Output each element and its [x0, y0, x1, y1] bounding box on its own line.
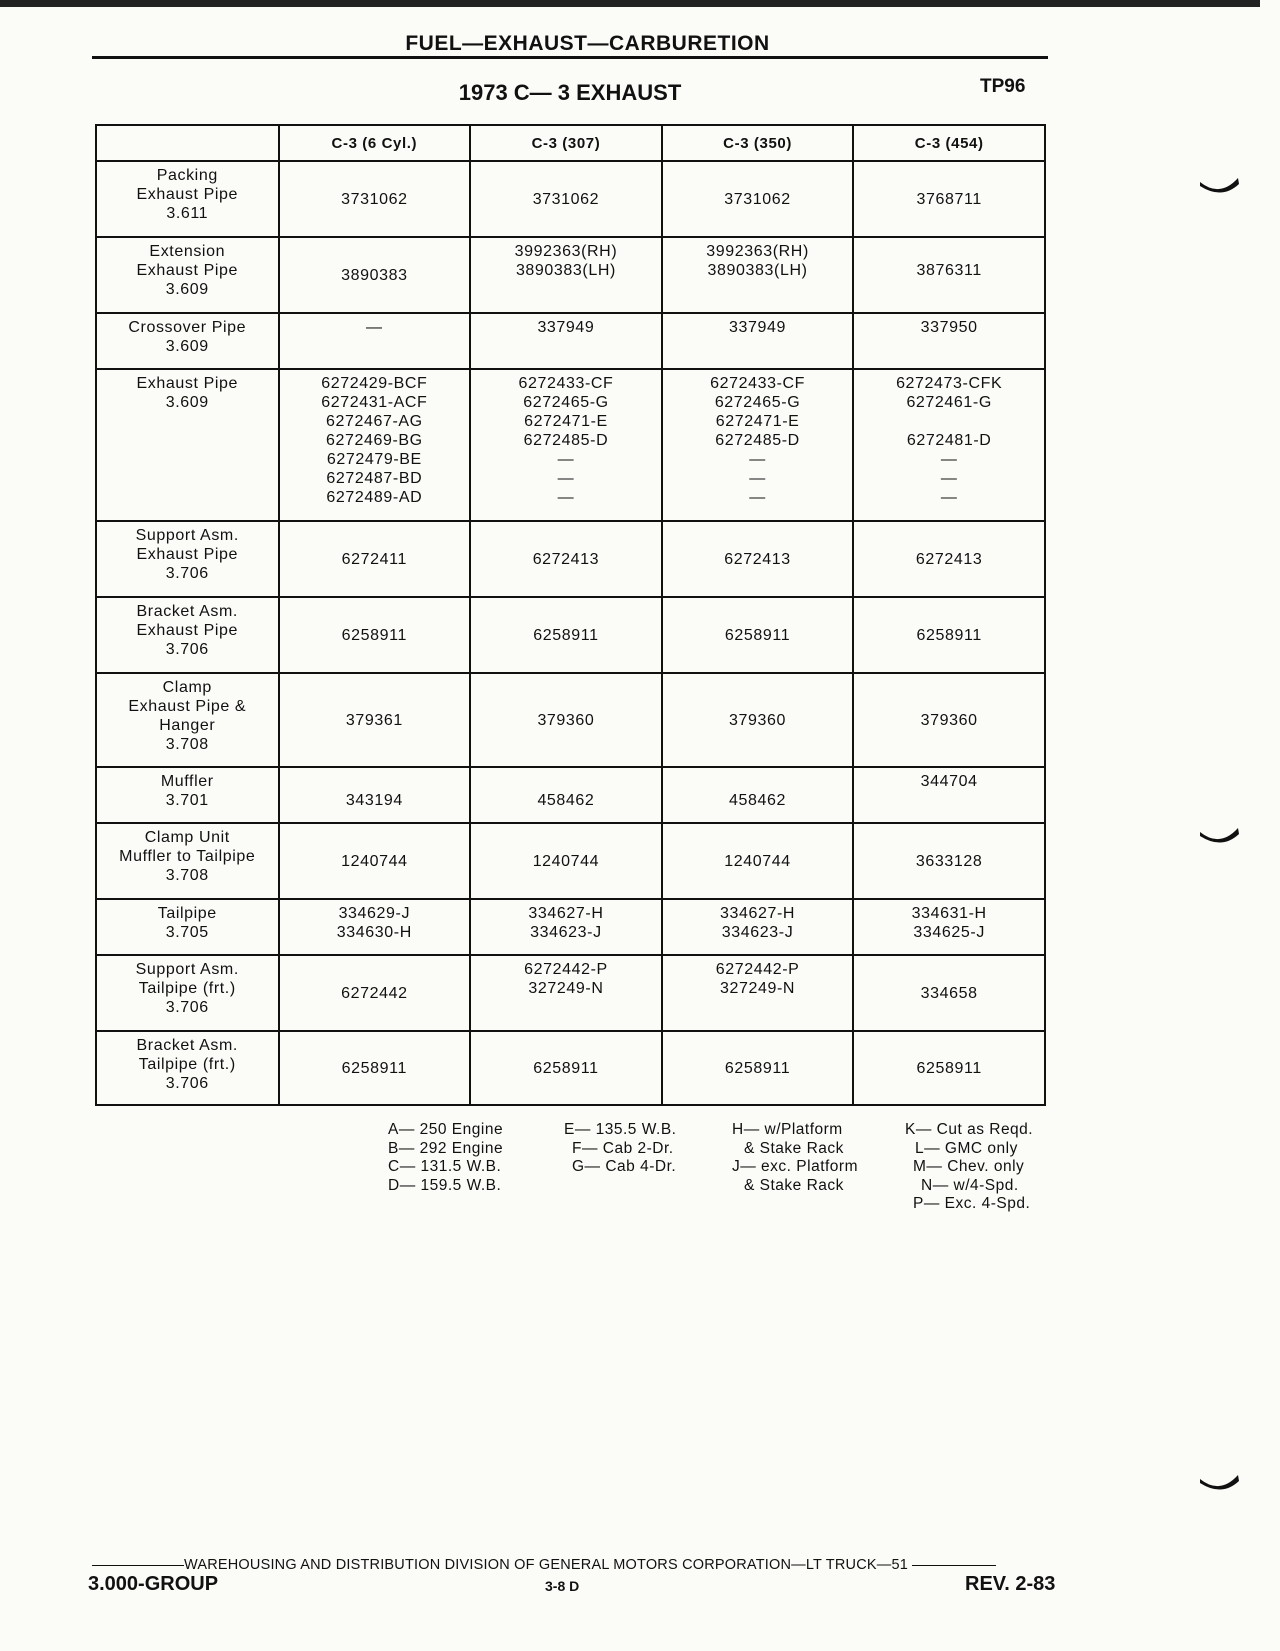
- part-number-cell: 3876311: [853, 237, 1045, 313]
- part-number-cell: 3768711: [853, 161, 1045, 237]
- table-row: [96, 1031, 1045, 1105]
- row-label: Support Asm. Tailpipe (frt.) 3.706: [96, 955, 279, 1031]
- binder-hole-mark: [1198, 176, 1240, 198]
- top-rule: [0, 0, 1260, 7]
- part-number-cell: 379361: [279, 673, 471, 767]
- row-label: Bracket Asm. Tailpipe (frt.) 3.706: [96, 1031, 279, 1105]
- part-number-cell: 6272442: [279, 955, 471, 1031]
- row-label: Clamp Unit Muffler to Tailpipe 3.708: [96, 823, 279, 899]
- table-row: [96, 313, 1045, 369]
- footer-revision: REV. 2-83: [965, 1573, 1056, 1595]
- part-number-cell: 1240744: [470, 823, 662, 899]
- row-label: Crossover Pipe 3.609: [96, 313, 279, 369]
- part-number-cell: 6272442-P 327249-N: [470, 955, 662, 1031]
- row-label: Packing Exhaust Pipe 3.611: [96, 161, 279, 237]
- column-header: [96, 125, 279, 161]
- page-title: 1973 C— 3 EXHAUST: [458, 80, 682, 105]
- part-number-cell: 337950: [853, 313, 1045, 369]
- footer-dash-right: [912, 1565, 996, 1566]
- row-label: Exhaust Pipe 3.609: [96, 369, 279, 521]
- part-number-cell: 6272413: [662, 521, 854, 597]
- table-header-row: [96, 125, 1045, 161]
- legend-item: P— Exc. 4-Spd.: [913, 1195, 1031, 1212]
- legend-item: E— 135.5 W.B.: [564, 1121, 677, 1138]
- part-number-cell: 334629-J 334630-H: [279, 899, 471, 955]
- table-row: [96, 823, 1045, 899]
- part-number-cell: —: [279, 313, 471, 369]
- legend-item: J— exc. Platform: [732, 1158, 858, 1175]
- part-number-cell: 334658: [853, 955, 1045, 1031]
- part-number-cell: 6258911: [853, 1031, 1045, 1105]
- part-number-cell: 458462: [662, 767, 854, 823]
- part-number-cell: 1240744: [279, 823, 471, 899]
- part-number-cell: 3633128: [853, 823, 1045, 899]
- footer-group: 3.000-GROUP: [88, 1573, 219, 1595]
- table-row: [96, 899, 1045, 955]
- row-label: Tailpipe 3.705: [96, 899, 279, 955]
- binder-hole-mark: [1198, 1473, 1240, 1495]
- part-number-cell: 344704: [853, 767, 1045, 823]
- part-number-cell: 6258911: [853, 597, 1045, 673]
- part-number-cell: 334627-H 334623-J: [662, 899, 854, 955]
- row-label: Support Asm. Exhaust Pipe 3.706: [96, 521, 279, 597]
- part-number-cell: 458462: [470, 767, 662, 823]
- legend-item: M— Chev. only: [913, 1158, 1025, 1175]
- part-number-cell: 6272442-P 327249-N: [662, 955, 854, 1031]
- legend-item: A— 250 Engine: [388, 1121, 504, 1138]
- row-label: Bracket Asm. Exhaust Pipe 3.706: [96, 597, 279, 673]
- legend-item: & Stake Rack: [744, 1139, 844, 1157]
- table-row: [96, 161, 1045, 237]
- footer-division: WAREHOUSING AND DISTRIBUTION DIVISION OF GENERAL MOTORS CORPORATION—LT TRUCK—51: [184, 1557, 908, 1573]
- part-number-cell: 6258911: [470, 597, 662, 673]
- part-number-cell: 334631-H 334625-J: [853, 899, 1045, 955]
- legend-column-1: [388, 1121, 503, 1195]
- footer-page-number: 3-8 D: [545, 1578, 580, 1594]
- part-number-cell: 379360: [662, 673, 854, 767]
- part-number-cell: 6272473-CFK 6272461-G 6272481-D — — —: [853, 369, 1045, 521]
- binder-hole-mark: [1198, 826, 1240, 848]
- part-number-cell: 343194: [279, 767, 471, 823]
- part-number-cell: 6258911: [279, 1031, 471, 1105]
- part-number-cell: 6272433-CF 6272465-G 6272471-E 6272485-D — — —: [662, 369, 854, 521]
- part-number-cell: 337949: [470, 313, 662, 369]
- legend-column-3: [732, 1121, 858, 1195]
- part-number-cell: 6272413: [470, 521, 662, 597]
- legend-column-4: [905, 1121, 1033, 1214]
- part-number-cell: 1240744: [662, 823, 854, 899]
- footer-dash-left: [92, 1565, 184, 1566]
- legend-item: B— 292 Engine: [388, 1139, 504, 1157]
- legend-item: & Stake Rack: [744, 1176, 844, 1194]
- legend-item: D— 159.5 W.B.: [388, 1176, 502, 1194]
- page-code: TP96: [980, 76, 1026, 97]
- legend-item: G— Cab 4-Dr.: [572, 1158, 677, 1175]
- part-number-cell: 337949: [662, 313, 854, 369]
- row-label: Clamp Exhaust Pipe & Hanger 3.708: [96, 673, 279, 767]
- legend-item: H— w/Platform: [732, 1121, 843, 1138]
- section-title: FUEL—EXHAUST—CARBURETION: [405, 32, 770, 55]
- table-row: [96, 237, 1045, 313]
- table-row: [96, 597, 1045, 673]
- column-header: C-3 (454): [853, 125, 1045, 161]
- part-number-cell: 3731062: [279, 161, 471, 237]
- legend-item: C— 131.5 W.B.: [388, 1158, 502, 1175]
- part-number-cell: 6272433-CF 6272465-G 6272471-E 6272485-D — — —: [470, 369, 662, 521]
- legend-item: L— GMC only: [915, 1139, 1018, 1157]
- table-row: [96, 955, 1045, 1031]
- part-number-cell: 334627-H 334623-J: [470, 899, 662, 955]
- table-row: [96, 767, 1045, 823]
- part-number-cell: 6272429-BCF 6272431-ACF 6272467-AG 6272469-BG 6272479-BE 6272487-BD 6272489-AD: [279, 369, 471, 521]
- row-label: Muffler 3.701: [96, 767, 279, 823]
- table-row: [96, 369, 1045, 521]
- table-row: [96, 521, 1045, 597]
- table-row: [96, 673, 1045, 767]
- column-header: C-3 (6 Cyl.): [279, 125, 471, 161]
- part-number-cell: 3731062: [470, 161, 662, 237]
- legend-item: K— Cut as Reqd.: [905, 1121, 1034, 1138]
- part-number-cell: 379360: [853, 673, 1045, 767]
- part-number-cell: 6258911: [470, 1031, 662, 1105]
- part-number-cell: 6272411: [279, 521, 471, 597]
- part-number-cell: 6258911: [662, 597, 854, 673]
- part-number-cell: 6258911: [662, 1031, 854, 1105]
- parts-table: [95, 124, 1046, 1106]
- part-number-cell: 6272413: [853, 521, 1045, 597]
- column-header: C-3 (307): [470, 125, 662, 161]
- row-label: Extension Exhaust Pipe 3.609: [96, 237, 279, 313]
- legend-column-2: [564, 1121, 676, 1177]
- legend-item: F— Cab 2-Dr.: [572, 1139, 674, 1157]
- part-number-cell: 6258911: [279, 597, 471, 673]
- part-number-cell: 3992363(RH) 3890383(LH): [662, 237, 854, 313]
- column-header: C-3 (350): [662, 125, 854, 161]
- part-number-cell: 3890383: [279, 237, 471, 313]
- legend-item: N— w/4-Spd.: [921, 1176, 1019, 1194]
- section-rule: [92, 56, 1048, 59]
- part-number-cell: 379360: [470, 673, 662, 767]
- part-number-cell: 3992363(RH) 3890383(LH): [470, 237, 662, 313]
- footer-division-line: [92, 1557, 1062, 1573]
- part-number-cell: 3731062: [662, 161, 854, 237]
